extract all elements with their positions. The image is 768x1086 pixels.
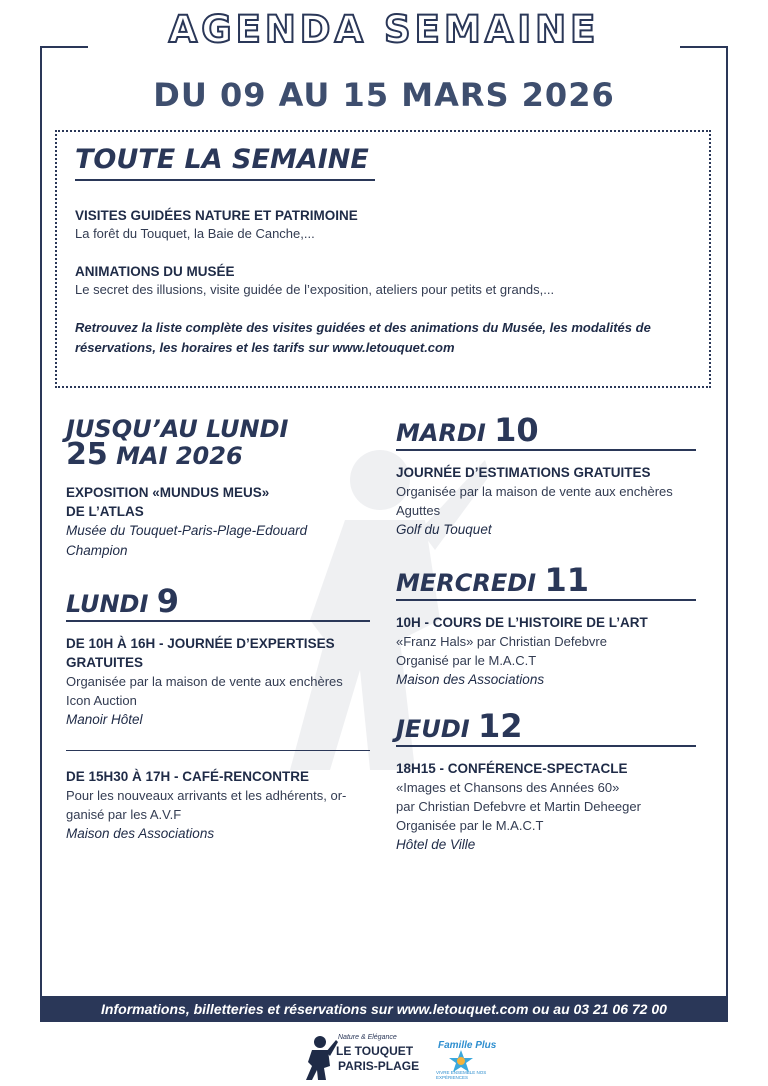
event-detail: ganisé par les A.V.F bbox=[66, 807, 182, 822]
day-number: 9 bbox=[156, 582, 180, 620]
event-detail: «Images et Chansons des Années 60» bbox=[396, 780, 620, 795]
wednesday-heading bbox=[396, 561, 696, 601]
event-detail: Organisée par la maison de vente aux enchères bbox=[396, 484, 673, 499]
event-detail: Aguttes bbox=[396, 503, 441, 518]
footer-info-bar: Informations, billetteries et réservations sur www.letouquet.com ou au 03 21 06 72 00 bbox=[40, 996, 728, 1022]
thursday-heading bbox=[396, 707, 696, 747]
until-line1: JUSQU’AU LUNDI bbox=[66, 415, 289, 443]
wednesday-block bbox=[396, 561, 696, 690]
tuesday-heading bbox=[396, 411, 696, 451]
event-place: Maison des Associations bbox=[66, 826, 215, 841]
week-note: Retrouvez la liste complète des visites guidées et des animations du Musée, les modalités de réservations, les horaires et les tarifs sur www.letouquet.com bbox=[75, 320, 651, 355]
divider bbox=[66, 750, 370, 751]
day-number: 12 bbox=[478, 707, 523, 745]
event-title: 18H15 - CONFÉRENCE-SPECTACLE bbox=[396, 761, 628, 776]
event-detail: par Christian Defebvre et Martin Deheeger bbox=[396, 799, 641, 814]
week-item-museum bbox=[75, 264, 554, 297]
whole-week-title: TOUTE LA SEMAINE bbox=[75, 144, 375, 181]
frame-right bbox=[726, 46, 728, 996]
logo-tagline: Nature & Elégance bbox=[338, 1034, 397, 1041]
until-block bbox=[66, 416, 370, 561]
monday-heading bbox=[66, 582, 370, 622]
event-detail: Pour les nouveaux arrivants et les adhérents, or- bbox=[66, 788, 347, 803]
event-detail: Organisée par la maison de vente aux enchères bbox=[66, 674, 343, 689]
week-item-text: Le secret des illusions, visite guidée de l’exposition, ateliers pour petits et grands,... bbox=[75, 282, 555, 297]
left-column bbox=[66, 416, 370, 864]
event-estimations bbox=[396, 463, 696, 540]
event-place: Champion bbox=[66, 543, 128, 558]
week-item-head: VISITES GUIDÉES NATURE ET PATRIMOINE bbox=[75, 208, 358, 223]
date-range: DU 09 AU 15 MARS 2026 bbox=[153, 76, 615, 114]
day-number: 10 bbox=[494, 411, 539, 449]
frame-left bbox=[40, 46, 42, 996]
event-exhibition bbox=[66, 483, 370, 561]
page-title: AGENDA SEMAINE bbox=[168, 8, 600, 51]
logo-line1: LE TOUQUET bbox=[336, 1044, 414, 1058]
event-expertise bbox=[66, 634, 370, 730]
until-day-number: 25 bbox=[66, 437, 108, 472]
famille-plus-sub: VIVRE ENSEMBLE NOS EXPÉRIENCES bbox=[436, 1070, 487, 1080]
week-item-guided-visits bbox=[75, 208, 358, 241]
event-conference bbox=[396, 759, 696, 855]
event-place: Golf du Touquet bbox=[396, 522, 492, 537]
event-title: GRATUITES bbox=[66, 655, 143, 670]
event-title: JOURNÉE D’ESTIMATIONS GRATUITES bbox=[396, 465, 651, 480]
event-place: Maison des Associations bbox=[396, 672, 545, 687]
day-name: MARDI bbox=[396, 419, 495, 447]
day-name: JEUDI bbox=[396, 715, 479, 743]
event-place: Manoir Hôtel bbox=[66, 712, 143, 727]
event-detail: Icon Auction bbox=[66, 693, 137, 708]
event-place: Hôtel de Ville bbox=[396, 837, 476, 852]
logo-line2: PARIS-PLAGE bbox=[338, 1059, 420, 1073]
day-name: MERCREDI bbox=[396, 569, 545, 597]
event-title: EXPOSITION «MUNDUS MEUS» bbox=[66, 485, 270, 500]
until-line2: MAI 2026 bbox=[107, 442, 243, 470]
event-title: DE 10H À 16H - JOURNÉE D’EXPERTISES bbox=[66, 636, 335, 651]
event-title: 10H - COURS DE L’HISTOIRE DE L’ART bbox=[396, 615, 648, 630]
event-detail: Organisé par le M.A.C.T bbox=[396, 653, 537, 668]
week-item-head: ANIMATIONS DU MUSÉE bbox=[75, 264, 235, 279]
week-item-text: La forêt du Touquet, la Baie de Canche,... bbox=[75, 226, 315, 241]
event-place: Musée du Touquet-Paris-Plage-Edouard bbox=[66, 523, 308, 538]
right-column bbox=[396, 411, 696, 875]
event-detail: «Franz Hals» par Christian Defebvre bbox=[396, 634, 607, 649]
famille-plus-label: Famille Plus bbox=[438, 1040, 497, 1051]
day-name: LUNDI bbox=[66, 590, 157, 618]
event-art-history bbox=[396, 613, 696, 690]
event-cafe bbox=[66, 767, 370, 844]
day-number: 11 bbox=[544, 561, 589, 599]
whole-week-box bbox=[55, 130, 711, 388]
monday-block bbox=[66, 582, 370, 844]
thursday-block bbox=[396, 707, 696, 855]
event-title: DE 15H30 À 17H - CAFÉ-RENCONTRE bbox=[66, 769, 310, 784]
tuesday-block bbox=[396, 411, 696, 540]
event-detail: Organisée par le M.A.C.T bbox=[396, 818, 544, 833]
until-day-heading bbox=[66, 416, 370, 471]
event-title: DE L’ATLAS bbox=[66, 504, 144, 519]
